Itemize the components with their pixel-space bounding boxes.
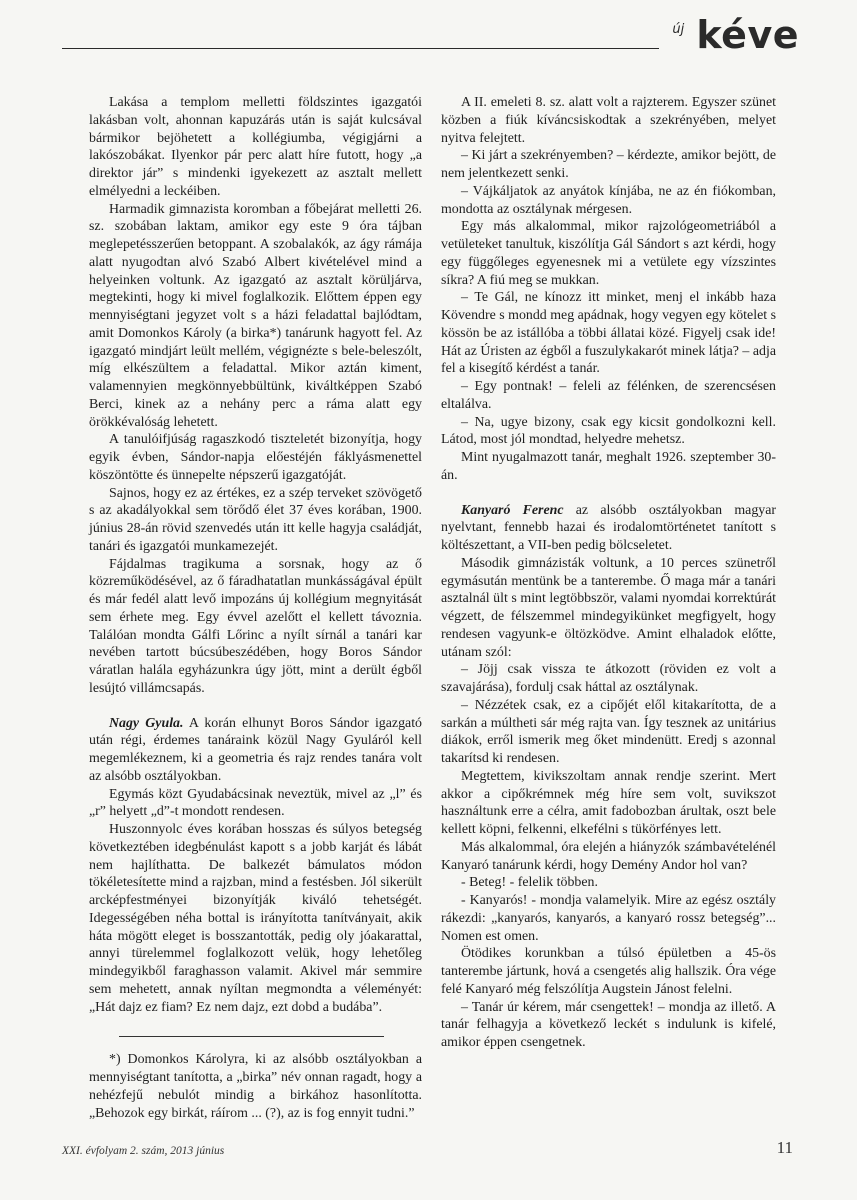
paragraph: Megtettem, kivikszoltam annak rendje szerint. Mert akkor a cipőkrémnek még híre sem volt, suvikszot használtunk erre a célra, amit fadobozban árultak, oszt bele kellett köpni, felkenni, elkefélni s tükörfényes lett. xyxy=(441,768,776,837)
intro-text: A korán elhunyt Boros Sándor igazgató után régi, érdemes tanáraink közül Nagy Gyuláról kell megemlékeznem, ki a geometria és rajz rendes tanára volt az alsóbb osztályokban. xyxy=(89,715,422,784)
paragraph: A tanulóifjúság ragaszkodó tiszteletét bizonyítja, hogy egyik évben, Sándor-napja előestéjén fáklyásmenettel köszöntötte és ünnepelte népszerű igazgatóját. xyxy=(89,432,422,483)
paragraph: Fájdalmas tragikuma a sorsnak, hogy az ő közreműködésével, az ő fáradhatatlan munkásságával épült és már fedél alatt levő impozáns új kollégium megnyitását sem érhete meg. Egy évvel azelőtt el kellett távoznia. Találóan mondta Gálfi Lőrinc a nyílt sírnál a tanári kar nevében tartott búcsúbeszédében, hogy Boros Sándor váratlan halála egyházunkra úgy jött, mint a derült égből lesújtó villámcsapás. xyxy=(89,556,422,696)
paragraph: – Ki járt a szekrényemben? – kérdezte, amikor bejött, de nem jelentkezett senki. xyxy=(441,148,776,181)
paragraph: Mint nyugalmazott tanár, meghalt 1926. szeptember 30-án. xyxy=(441,450,776,483)
paragraph: – Vájkáljatok az anyátok kínjába, ne az én fiókomban, mondotta az osztálynak mérgesen. xyxy=(441,183,776,217)
paragraph: Harmadik gimnazista koromban a főbejárat melletti 26. sz. szobában laktam, amikor egy este 9 óra tájban meglepetésszerűen betoppant. A szobalakók, az ágy rámája alatt nyugodtan alvó Szabó Albert kivételével mind a helyeinken voltunk. Az igazgató az asztalt körüljárva, megtekinti, hogy ki mivel foglalkozik. Előttem éppen egy mennyiségtani jegyzet volt s a házi feladattal bajlódtam, amit Domonkos Károly (a birka*) tanárunk hagyott fel. Az igazgató mindjárt leült mellém, végignézte s bele-beleszólt, míg elkészültem a feladattal. Mikor aztán kiment, valamennyien megkönnyebbültünk, kiváltképpen Szabó Berci, kinek az a nehány perc a ráma alatt egy örökkévalóság lehetett. xyxy=(89,201,422,430)
kanyaro-intro xyxy=(441,502,776,555)
logo-prefix: új xyxy=(672,22,685,37)
paragraph: Egy más alkalommal, mikor rajzológeometriából a vetületeket tanultuk, kiszólítja Gál Sándort s azt kérdi, hogy egy függőleges egyenesnek mi a vetülete egy vízszintes síkra? A fiú meg se mukkan. xyxy=(441,219,776,288)
footnote-rule xyxy=(119,1036,384,1037)
left-column xyxy=(89,94,422,1122)
paragraph: Ötödikes korunkban a túlsó épületben a 45-ös tanterembe jártunk, hová a csengetés alig hallszik. Óra vége felé Kanyaró még felszólítja Augstein Jánost felelni. xyxy=(441,946,776,997)
nagy-gyula-intro xyxy=(89,715,422,786)
page-number: 11 xyxy=(776,1138,793,1157)
person-name: Kanyaró Ferenc xyxy=(461,502,564,518)
paragraph: – Jöjj csak vissza te átkozott (röviden ez volt a szavajárása), fordulj csak háttal az osztálynak. xyxy=(441,662,776,695)
paragraph: Sajnos, hogy ez az értékes, ez a szép terveket szövögető s az akadályokkal sem törődő élet 37 éves korában, 1900. június 28-án rövid szenvedés után itt kelle hagyja családját, tanári és igazgatói munkamezejét. xyxy=(89,485,422,554)
logo-title: kéve xyxy=(696,13,799,57)
paragraph: – Egy pontnak! – feleli az félénken, de szerencsésen eltalálva. xyxy=(441,379,776,412)
paragraph: Huszonnyolc éves korában hosszas és súlyos betegség következtében idegbénulást kapott s a jobb karját és lábát nem hajlíthatta. De balkezét bámulatos módon tökéletesítette mind a rajzban, mind a festésben. Jól sikerült arcképfestményei bizonyítják kiváló tehetségét. Idegességében néha bottal is irányította tanítványait, akik háta mögött eleget is bosszantották, pedig oly jóakarattal, annyi türelemmel foglalkozott velük, hogy lehetőleg mindegyikből faraghasson valamit. Akivel már semmire sem mehetett, annak nyíltan megmondta a véleményét: „Hát dajz ez fiam? Ez nem dajz, ezt dobd a budába”. xyxy=(89,822,422,1015)
paragraph: Második gimnázisták voltunk, a 10 perces szünetről egymásután mentünk be a tanterembe. Ő maga már a tanári asztalnál ült s mint legtöbbször, valami nyomdai korrektúrát végzett, de félszemmel mindegyikünket megfigyelt, hogy rendesen vagyunk-e öltözködve. Amint elhaladok előtte, utánam szól: xyxy=(441,555,776,660)
issue-info: XXI. évfolyam 2. szám, 2013 június xyxy=(62,1145,225,1157)
paragraph: – Tanár úr kérem, már csengettek! – mondja az illető. A tanár felhagyja a következő leckét s indulunk is kifelé, amikor éppen csengetnek. xyxy=(441,999,776,1050)
paragraph: Egymás közt Gyudabácsinak neveztük, mivel az „l” és „r” helyett „d”-t mondott rendesen. xyxy=(89,786,422,820)
paragraph: – Nézzétek csak, ez a cipőjét elől kitakarította, de a sarkán a múltheti sár még rajta van. Így tesznek az unitárius diákok, erről ismerik meg őket mindenütt. Eredj s azonnal takarítsd ki rendesen. xyxy=(441,697,776,766)
paragraph: Más alkalommal, óra elején a hiányzók számbavételénél Kanyaró tanárunk kérdi, hogy Demény Andor hol van? xyxy=(441,839,776,873)
paragraph: Lakása a templom melletti földszintes igazgatói lakásban volt, ahonnan kapuzárás után is saját kulcsával bármikor bejöhetett a kollégiumba, végigjárni a lakószobákat. Ilyenkor pár perc alatt híre futott, hogy „a direktor jár” s mindenki igyekezett az asztalt mellett elmélyedni a leckéiben. xyxy=(89,95,422,199)
paragraph: - Kanyarós! - mondja valamelyik. Mire az egész osztály rákezdi: „kanyarós, kanyarós, a kanyaró rossz betegség”... Nomen est omen. xyxy=(441,893,776,944)
right-column xyxy=(441,94,776,1052)
magazine-logo xyxy=(672,13,799,57)
footnote: *) Domonkos Károlyra, ki az alsóbb osztályokban a mennyiségtant tanította, a „birka” név onnan ragadt, hogy a nehézfejű nebulót mindig a birkához hasonlította. „Behozok egy birkát, ráírom ... (?), az is fog ennyit tudni.” xyxy=(89,1052,422,1121)
paragraph: A II. emeleti 8. sz. alatt volt a rajzterem. Egyszer szünet közben a fiúk kíváncsiskodtak a szekrényében, melyet nyitva felejtett. xyxy=(441,95,776,146)
paragraph: – Te Gál, ne kínozz itt minket, menj el inkább haza Kövendre s mondd meg apádnak, hogy vegyen egy kötelet s kössön be az istállóba a többi állatai közé. Figyelj csak ide! Hát az Úristen az égből a fuszulykakarót minek látja? – adja fel a kisegítő kérdést a tanár. xyxy=(441,290,776,377)
paragraph: – Na, ugye bizony, csak egy kicsit gondolkozni kell. Látod, most jól mondtad, helyedre mehetsz. xyxy=(441,414,776,448)
intro-text: az alsóbb osztályokban magyar nyelvtant, fennebb hazai és irodalomtörténetet tanított s költészettant, a VII-ben pedig bölcseletet. xyxy=(441,502,776,553)
header-rule xyxy=(62,48,659,49)
paragraph: - Beteg! - felelik többen. xyxy=(461,875,598,891)
person-name: Nagy Gyula. xyxy=(109,715,184,731)
